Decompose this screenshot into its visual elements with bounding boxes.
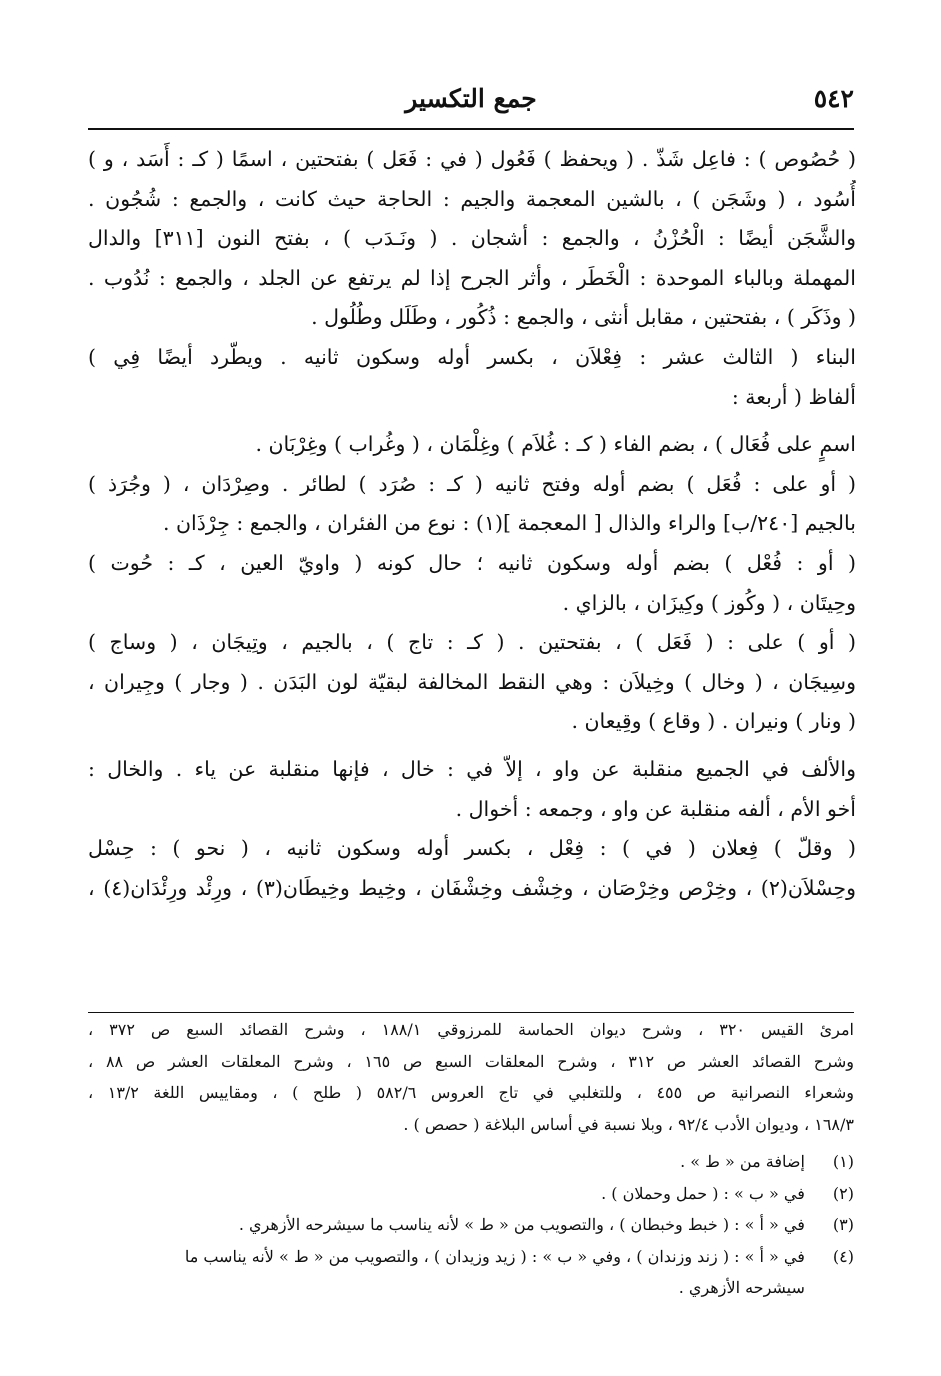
text-line: ( أو : فُعْل ) بضم أوله وسكون ثانيه ؛ حال كونه ( واويّ العين ، كـ : حُوت ) [88, 550, 856, 575]
footnote-text: في « أ » : ( خبط وخبطان ) ، والتصويب من « ط » لأنه يناسب ما سيشرحه الأزهري . [238, 1215, 805, 1234]
footnote-text: سيشرحه الأزهري . [678, 1278, 805, 1297]
text-line: ( حُصُوص ) : فاعِل شَذّ . ( ويحفظ ) فَعُول ( في : فَعَل ) بفتحتين ، اسمًا ( كـ : أَسَد ، و ) [88, 147, 856, 171]
main-text [88, 140, 856, 908]
footnote-separator [88, 1012, 854, 1013]
page-header [88, 84, 854, 130]
text-line: المهملة وبالباء الموحدة : الْخَطَر ، وأثر الجرح إذا لم يرتفع عن الجلد ، والجمع : نُدُوب . [88, 265, 856, 290]
text-line: ( أو ) على : ( فَعَل ) ، بفتحتين . ( كـ : تاج ) ، بالجيم ، وتِيجَان ، ( وساج ) [88, 630, 856, 655]
footnote-1 [88, 1146, 854, 1178]
text-line: ( ونار ) ونيران . ( وقاع ) وقِيعان . [571, 709, 856, 734]
text-line: ( أو على : فُعَل ) بضم أوله وفتح ثانيه ( كـ : صُرَد ) لطائر . وصِرْدَان ، ( وجُرَذ ) [88, 471, 856, 496]
text-line: ( وقلّ ) فِعلان ( في ) : فِعْل ، بكسر أوله وسكون ثانيه ، ( نحو ) : حِسْل [88, 836, 856, 861]
footnotes [88, 1014, 854, 1304]
paragraph-gap [88, 742, 856, 750]
footnote-4 [88, 1241, 854, 1273]
text-line: وحِسْلاَن(٢) ، وخِرْص وخِرْصَان ، وخِشْف وخِشْفَان ، وخِيط وخِيطَان(٣) ، ورِئْد ورِئْدَان(٤) ، [88, 875, 856, 900]
footnote-3 [88, 1209, 854, 1241]
page-number: ٥٤٢ [813, 84, 854, 113]
footnote-source-line: وشعراء النصرانية ص ٤٥٥ ، وللتغلبي في تاج العروس ٥٨٢/٦ ( طلح ) ، ومقاييس اللغة ١٣/٢ ، [88, 1083, 854, 1102]
text-line: بالجيم [٢٤٠/ب] والراء والذال [ المعجمة ](١) : نوع من الفئران ، والجمع : جِرْذَان . [162, 511, 856, 536]
footnote-2 [88, 1178, 854, 1210]
footnote-text: في « ب » : ( حمل وحملان ) . [601, 1183, 805, 1203]
footnote-text: في « أ » : ( زند وزندان ) ، وفي « ب » : ( زيد وزيدان ) ، والتصويب من « ط » لأنه يناسب ما [184, 1246, 805, 1266]
text-line: وسِيجَان ، ( وخال ) وخِيلاَن : وهي النقط المخالفة لبقيّة لون البَدَن . ( وجار ) وجِيران ، [88, 669, 856, 694]
text-line: ( وذَكَر ) ، بفتحتين ، مقابل أنثى ، والجمع : ذُكُور ، وطَلَل وطُلُول . [311, 305, 856, 330]
footnote-number: (٢) [832, 1183, 854, 1203]
paragraph-gap [88, 417, 856, 425]
footnote-number: (٤) [832, 1246, 854, 1266]
text-line: ألفاظ ( أربعة : [731, 384, 856, 409]
text-line: اسمٍ على فُعَال ) ، بضم الفاء ( كـ : غُلاَم ) وغِلْمَان ، ( وغُراب ) وغِرْبَان . [255, 432, 856, 457]
text-line: والألف في الجميع منقلبة عن واو ، إلاّ في : خال ، فإنها منقلبة عن ياء . والخال : [88, 756, 856, 781]
text-line: وحِيتَان ، ( وكُوز ) وكِيزَان ، بالزاي . [562, 590, 856, 615]
text-line: والشَّجَن أيضًا : الْحُزْنُ ، والجمع : أشجان . ( ونَـدَب ) ، بفتح النون [٣١١] والدال [88, 226, 856, 251]
text-line: البناء ( الثالث عشر : فِعْلاَن ، بكسر أوله وسكون ثانيه . ويطّرد أيضًا فِي ) [88, 344, 856, 369]
footnote-number: (١) [832, 1152, 854, 1171]
footnote-source-line: وشرح القصائد العشر ص ٣١٢ ، وشرح المعلقات السبع ص ١٦٥ ، وشرح المعلقات العشر ص ٨٨ ، [88, 1051, 854, 1071]
footnote-text: إضافة من « ط » . [680, 1152, 805, 1171]
footnote-4-continued [88, 1272, 854, 1304]
text-line: أُسُود ، ( وشَجَن ) ، بالشين المعجمة والجيم : الحاجة حيث كانت ، والجمع : شُجُون . [88, 186, 856, 211]
footnote-source-line: امرئ القيس ٣٢٠ ، وشرح ديوان الحماسة للمرزوقي ١٨٨/١ ، وشرح القصائد السبع ص ٣٧٢ ، [88, 1020, 854, 1039]
footnote-number: (٣) [832, 1215, 854, 1234]
text-line: أخو الأم ، ألفه منقلبة عن واو ، وجمعه : أخوال . [455, 796, 856, 821]
footnote-source-line: ١٦٨/٣ ، وديوان الأدب ٩٢/٤ ، وبلا نسبة في أساس البلاغة ( حصص ) . [403, 1114, 854, 1134]
running-title: جمع التكسير [405, 84, 537, 113]
